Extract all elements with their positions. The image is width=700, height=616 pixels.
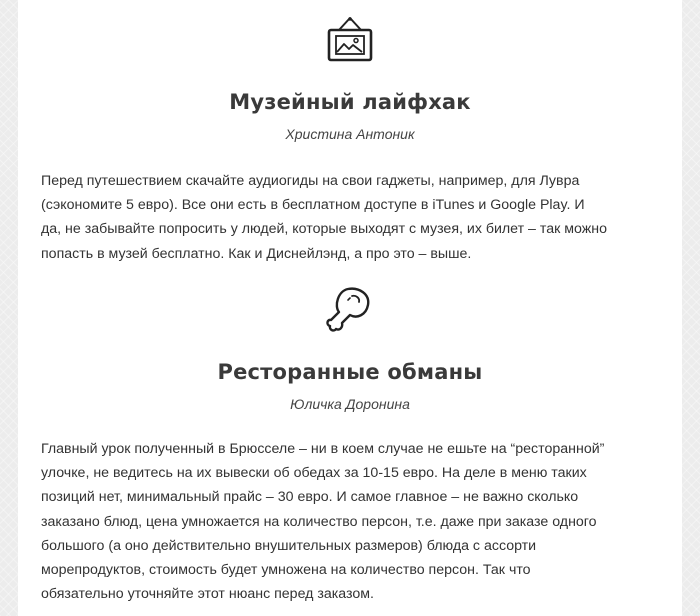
article-page bbox=[18, 0, 682, 616]
section-title-restaurant: Ресторанные обманы bbox=[217, 360, 483, 384]
text-line: попасть в музей бесплатно. Как и Диснейлэнд, а про это – выше. bbox=[41, 245, 472, 262]
text-line: Главный урок полученный в Брюсселе – ни в коем случае не ешьте на “ресторанной” bbox=[41, 441, 605, 457]
author-restaurant: Юличка Доронина bbox=[290, 396, 410, 412]
text-line: морепродуктов, стоимость будет умножена на количество персон. Так что bbox=[41, 562, 531, 579]
text-line: улочке, не ведитесь на их вывески об обедах за 10-15 евро. На деле в меню таких bbox=[41, 465, 587, 482]
text-line: (сэкономите 5 евро). Все они есть в бесплатном доступе в iTunes и Google Play. И bbox=[41, 197, 585, 214]
text-line: позиций нет, минимальный прайс – 30 евро. И самое главное – не важно сколько bbox=[41, 489, 579, 506]
chicken-leg-icon bbox=[18, 285, 682, 340]
framed-picture-icon bbox=[18, 16, 682, 69]
body-text-museum bbox=[41, 169, 661, 266]
text-line: да, не забывайте попросить у людей, которые выходят с музея, их билет – так можно bbox=[41, 221, 607, 238]
text-line: заказано блюд, цена умножается на количество персон, т.е. даже при заказе одного bbox=[41, 513, 597, 530]
text-line: Перед путешествием скачайте аудиогиды на свои гаджеты, например, для Лувра bbox=[41, 173, 580, 189]
text-line: обязательно уточняйте этот нюанс перед заказом. bbox=[41, 586, 374, 603]
section-title-museum: Музейный лайфхак bbox=[229, 90, 471, 114]
text-line: большого (а оно действительно внушительных размеров) блюда с ассорти bbox=[41, 537, 537, 554]
author-museum: Христина Антоник bbox=[285, 126, 415, 142]
body-text-restaurant bbox=[41, 437, 661, 606]
